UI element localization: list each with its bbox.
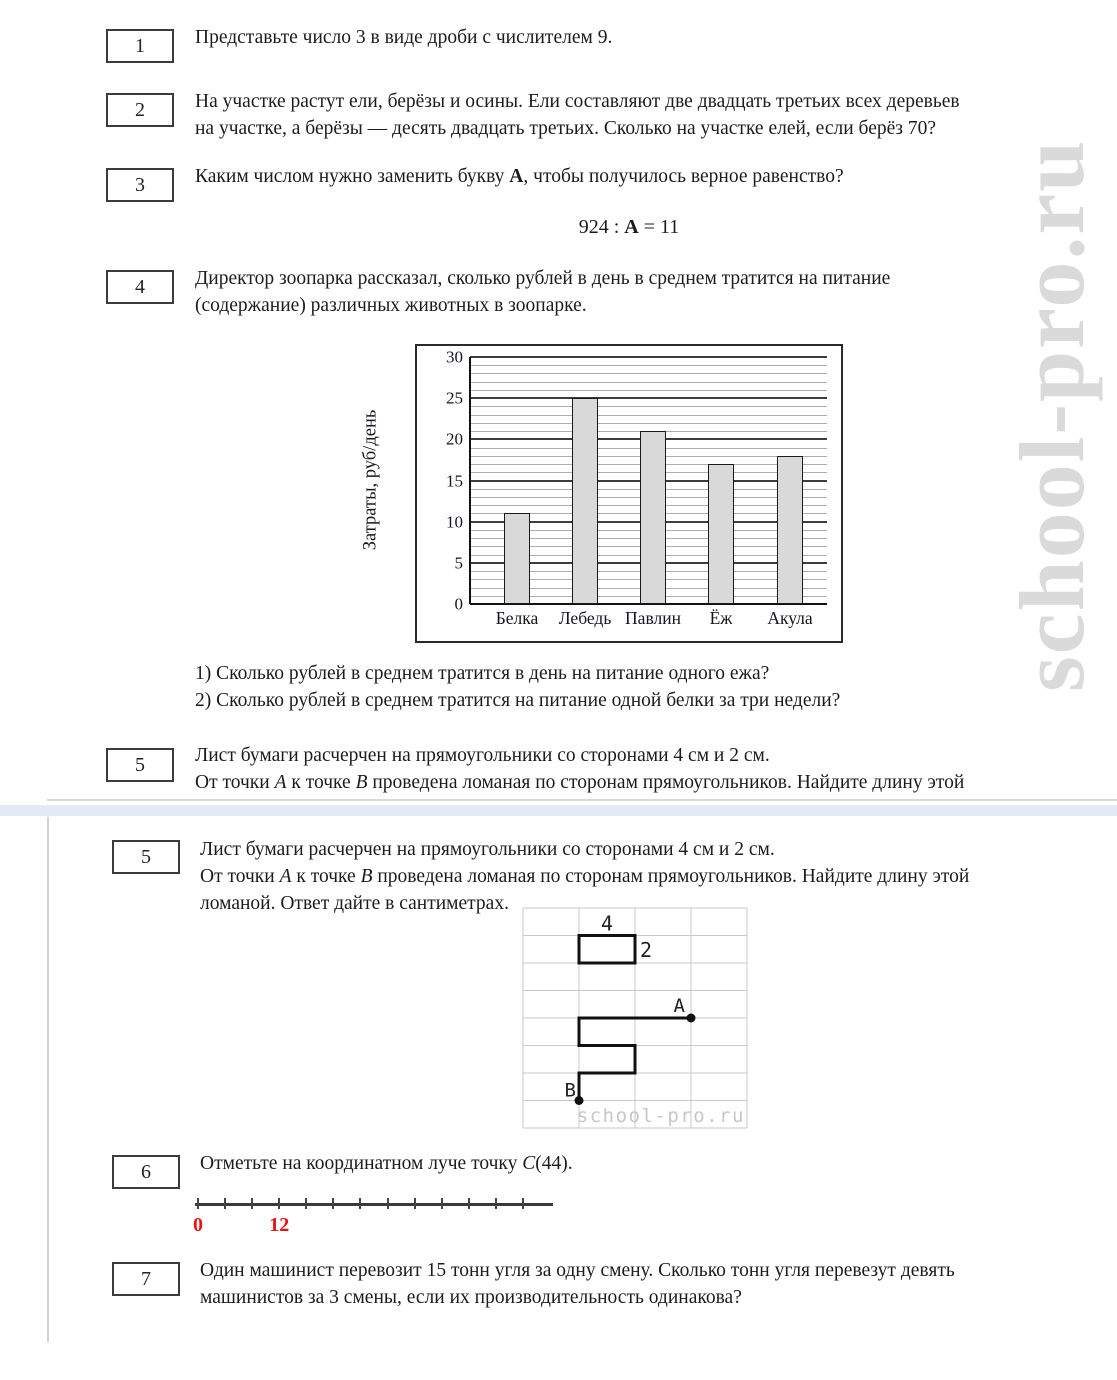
- bar: [572, 398, 598, 604]
- problem-2-number-box: [106, 93, 174, 127]
- gridline-minor: [470, 423, 827, 424]
- problem-1-line1: Представьте число 3 в виде дроби с числителем 9.: [195, 27, 613, 48]
- problem-4-question2: 2) Сколько рублей в среднем тратится на питание одной белки за три недели?: [195, 690, 841, 711]
- point-a-letter: А: [279, 866, 292, 887]
- number-line-tick: [495, 1198, 497, 1209]
- number-line-axis: [195, 1203, 553, 1206]
- bar: [640, 431, 666, 604]
- grid-figure: [519, 904, 751, 1147]
- point-a-label: A: [673, 995, 685, 1017]
- page2-left-edge: [47, 817, 49, 1342]
- category-label: Лебедь: [558, 608, 612, 628]
- number-line-tick: [278, 1198, 280, 1209]
- number-line-tick: [414, 1198, 416, 1209]
- rect-width-label: 4: [600, 911, 614, 936]
- gridline-minor: [470, 365, 827, 366]
- problem-4-line1: Директор зоопарка рассказал, сколько рублей в день в среднем тратится на питание: [195, 268, 891, 289]
- problem-5a-number: 5: [135, 753, 145, 776]
- chart-plot-area: [446, 347, 827, 628]
- problem-2-line1: На участке растут ели, берёзы и осины. Ели составляют две двадцать третьих всех деревьев: [195, 91, 960, 112]
- number-line-tick: [522, 1198, 524, 1209]
- problem-7-line1: Один машинист перевозит 15 тонн угля за одну смену. Сколько тонн угля перевезут девять: [200, 1260, 955, 1281]
- y-tick-label: 25: [446, 388, 463, 408]
- problem-7-line2: машинистов за 3 смены, если их производительность одинакова?: [200, 1287, 742, 1308]
- chart-y-axis: [469, 357, 471, 604]
- problem-2-number: 2: [135, 98, 145, 121]
- category-label: Акула: [767, 608, 813, 628]
- bar: [708, 464, 734, 604]
- grid-figure-svg: [519, 904, 751, 1142]
- problem-5a-number-box: [106, 748, 174, 782]
- number-line-tick: [468, 1198, 470, 1209]
- gridline-major: [470, 397, 827, 399]
- problem-3-equation: [415, 216, 843, 239]
- point-b-label: B: [564, 1079, 576, 1102]
- gridline-minor: [470, 406, 827, 407]
- number-line-label: 12: [269, 1214, 290, 1236]
- point-a-dot: [687, 1014, 696, 1023]
- number-line-tick: [305, 1198, 307, 1209]
- number-line-tick: [197, 1198, 199, 1209]
- y-tick-label: 20: [446, 429, 463, 449]
- problem-1-number-box: [106, 29, 174, 63]
- watermark-large: school-pro.ru: [1001, 138, 1103, 692]
- bar: [777, 456, 803, 604]
- problem-5a-line2: От точки А к точке В проведена ломаная по сторонам прямоугольников. Найдите длину этой: [195, 772, 965, 793]
- problem-4-line2: (содержание) различных животных в зоопарке.: [195, 295, 587, 316]
- rect-height-label: 2: [640, 938, 653, 962]
- number-line-tick: [387, 1198, 389, 1209]
- number-line-tick: [224, 1198, 226, 1209]
- problem-2-line2: на участке, а берёзы — десять двадцать третьих. Сколько на участке елей, если берёз 70?: [195, 118, 936, 139]
- category-label: Белка: [495, 608, 539, 628]
- y-tick-label: 10: [446, 512, 463, 532]
- equation-letter: А: [624, 216, 639, 238]
- bar-chart-frame: [360, 344, 843, 643]
- problem-6-text: Отметьте на координатном луче точку C(44).: [200, 1153, 573, 1174]
- y-tick-label: 15: [446, 471, 463, 490]
- page1-bottom-edge: [47, 799, 1117, 801]
- point-c-letter: C: [522, 1153, 536, 1174]
- gridline-minor: [470, 390, 827, 391]
- y-tick-label: 30: [446, 347, 463, 367]
- problem-5b-number: 5: [141, 845, 151, 868]
- problem-5b-line2: От точки А к точке В проведена ломаная по сторонам прямоугольников. Найдите длину этой: [200, 866, 970, 887]
- problem-7-number-box: [112, 1262, 180, 1296]
- point-b-letter: В: [355, 772, 368, 793]
- number-line-tick: [332, 1198, 334, 1209]
- number-line-tick: [251, 1198, 253, 1209]
- sample-rectangle: [579, 936, 635, 964]
- problem-5b-number-box: [112, 840, 180, 874]
- problem-4-number-box: [106, 270, 174, 304]
- category-label: Ёж: [709, 608, 733, 628]
- watermark-small: school-pro.ru: [576, 1105, 745, 1127]
- problem-3-text: [195, 163, 1075, 190]
- equation-left: 924 :: [578, 216, 625, 238]
- problem-3-bold-letter: А: [509, 166, 524, 187]
- chart-y-axis-label: Затраты, руб/день: [360, 409, 381, 551]
- problem-2-text: [195, 88, 1075, 142]
- problem-6-number: 6: [141, 1160, 151, 1183]
- bar: [504, 513, 530, 604]
- problem-4-number: 4: [135, 275, 145, 298]
- problem-7-number: 7: [141, 1267, 151, 1290]
- gridline-major: [470, 356, 827, 358]
- page-divider-band: [0, 805, 1117, 816]
- problem-5a-line1: Лист бумаги расчерчен на прямоугольники со сторонами 4 см и 2 см.: [195, 745, 770, 766]
- point-a-letter: А: [274, 772, 287, 793]
- gridline-minor: [470, 415, 827, 416]
- y-tick-label: 0: [454, 594, 463, 614]
- problem-1-number: 1: [135, 34, 145, 57]
- category-label: Павлин: [625, 608, 681, 628]
- gridline-minor: [470, 382, 827, 383]
- problem-5b-line1: Лист бумаги расчерчен на прямоугольники со сторонами 4 см и 2 см.: [200, 839, 775, 860]
- number-line-tick: [441, 1198, 443, 1209]
- problem-1-text: [195, 24, 1075, 51]
- y-tick-label: 5: [454, 553, 463, 573]
- problem-3-part1: Каким числом нужно заменить букву: [195, 166, 510, 187]
- number-line-tick: [359, 1198, 361, 1209]
- problem-4-text: [195, 265, 1075, 319]
- gridline-minor: [470, 373, 827, 374]
- problem-3-part2: , чтобы получилось верное равенство?: [523, 166, 844, 187]
- number-line-label: 0: [193, 1214, 203, 1236]
- equation-right: = 11: [638, 216, 680, 238]
- problem-5a-text: [195, 742, 1075, 796]
- problem-3-number-box: [106, 168, 174, 202]
- problem-7-text: [200, 1257, 1080, 1311]
- problem-6-number-box: [112, 1155, 180, 1189]
- problem-5b-line3: ломаной. Ответ дайте в сантиметрах.: [200, 893, 509, 914]
- problem-3-number: 3: [135, 173, 145, 196]
- point-b-letter: В: [360, 866, 373, 887]
- problem-4-question1: 1) Сколько рублей в среднем тратится в день на питание одного ежа?: [195, 663, 770, 684]
